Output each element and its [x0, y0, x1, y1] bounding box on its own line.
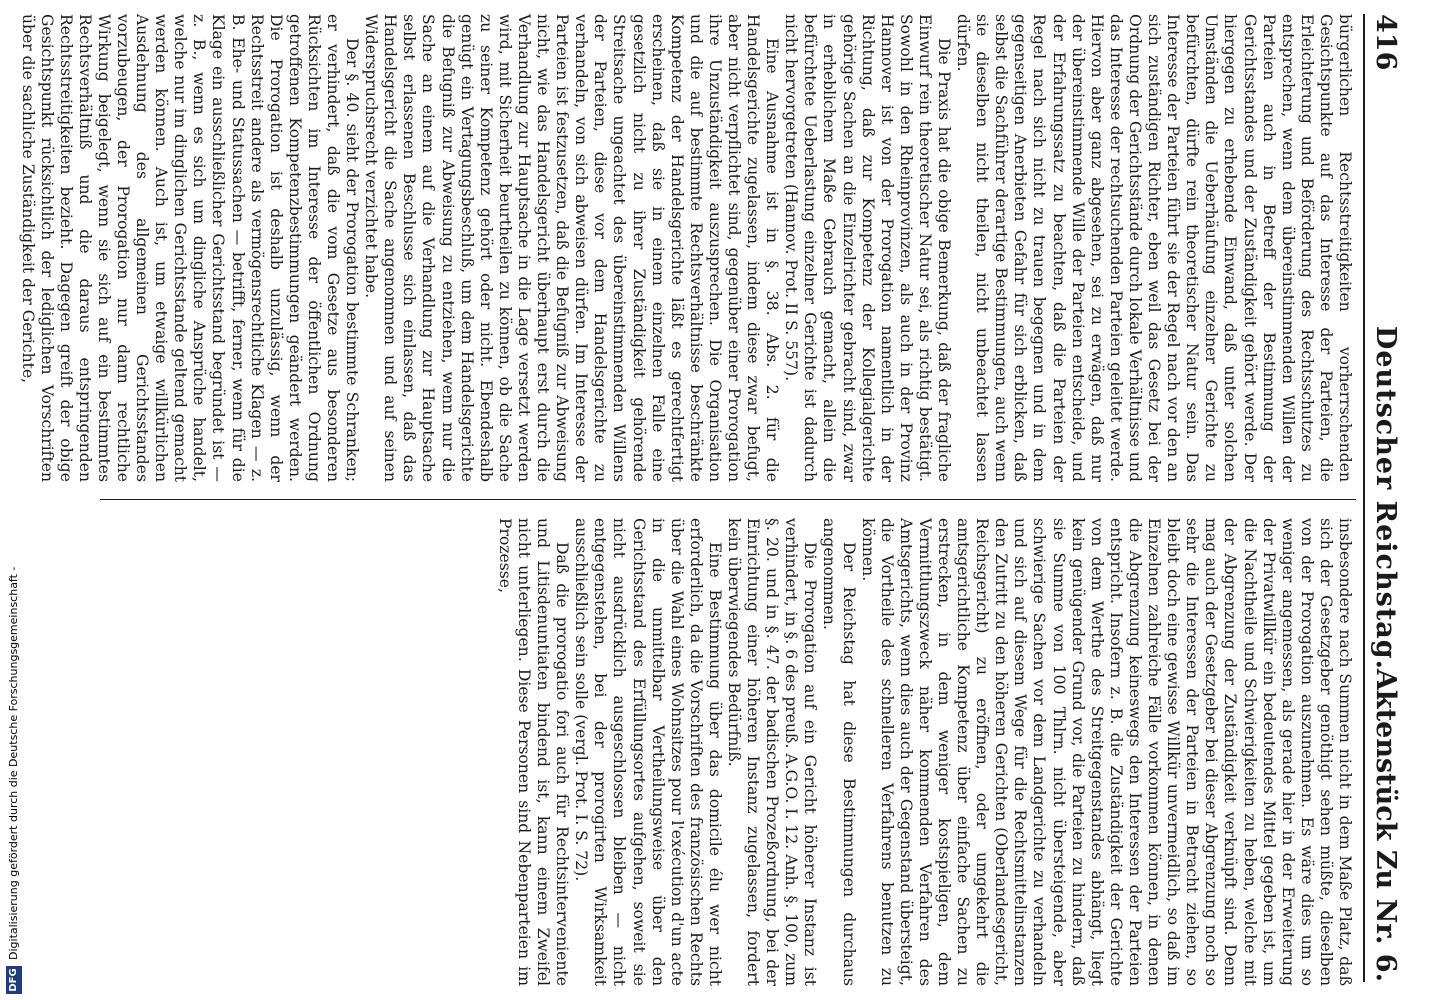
paragraph: bürgerlichen Rechtsstreitigkeiten vorherrschenden Gesichtspunkte auf das Interesse der Parteien, die Erleichterung und Beförderung des Rechtsschutzes zu entsprechen, wenn dem übereinstimmenden Willen der Parteien auch in Betreff der Bestimmung der Gerichtsstandes und der Zuständigkeit gehört werde. Der hiergegen zu erhebende Einwand, daß unter solchen Umständen die Ueberhäufung einzelner Gerichte zu befürchten, dürfte rein theoretischer Natur sein. Das Interesse der Parteien führt sie der Regel nach vor den an sich zuständigen Richter, eben weil das Gesetz bei der Ordnung der Gerichtsstände durch lokale Verhältnisse und das Interesse der rechtsuchenden Parteien geleitet werde. Hiervon aber ganz abgesehen, sei zu erwägen, daß nur der übereinstimmende Wille der Parteien entscheide, und der Erfahrungssatz zu beachten, daß die Parteien der Regel nach sich nicht zu trauen begegnen und in dem gegenseitigen Anerbieten Gefahr für sich erblicken, daß selbst die Sachführer derartige Bestimmungen, auch wenn sie dieselben nicht theilen, nicht unbeachtet lassen dürfen. — [954, 14, 1354, 482]
left-column — [18, 14, 1354, 482]
right-column — [102, 518, 1354, 986]
document-page — [18, 0, 1410, 1000]
header-rule — [1363, 14, 1365, 982]
paragraph: Der §. 40. sieht der Prorogation bestimmte Schranken; er verhindert, daß die vom Gesetze aus besonderen Rücksichten im Interesse der öffentlichen Ordnung getroffenen Kompetenzbestimmungen geändert werden. Die Prorogation ist deshalb unzulässig, wenn der Rechtsstreit andere als vermögensrechtliche Klagen — z. B. Ehe- und Statussachen — betrifft, ferner, wenn für die Klage ein ausschließlicher Gerichtsstand begründet ist — z. B., wenn es sich um dingliche Ansprüche handelt, welche nur im dinglichen Gerichtsstande geltend gemacht werden können. Auch ist, um etwaige willkürlichen Ausdehnung des allgemeinen Gerichtsstandes vorzubeugen, der Prorogation nur dann rechtliche Wirkung beigelegt, wenn sie sich auf ein bestimmtes Rechtsverhältniß und die daraus entspringenden Rechtsstreitigkeiten bezieht. Dagegen greift der obige Gesichtspunkt rücksichtlich der lediglichen Vorschriften über die sachliche Zuständigkeit der Gerichte, — [18, 14, 362, 482]
running-title: Deutscher Reichstag. — [1370, 325, 1401, 671]
supplement-title: Aktenstück Zu Nr. 6. — [1370, 669, 1401, 982]
paragraph: Eine Bestimmung über das domicile élu wer nicht erforderlich, da die Vorschriften des französischen Rechts über die Wahl eines Wohnsitzes pour l'exécution d'un acte in die unmittelbar Vertheilungsweise über den Gerichtsstand des Erfüllungsortes aufgehen, soweit sie nicht ausdrücklich ausgeschlossen bleiben — nicht entgegenstehen, bei der prorogirten Wirksamkeit ausschließlich sein solle (vergl. Prot. I. S. 72). — [572, 518, 724, 986]
dfg-logo-icon: DFG — [6, 966, 22, 994]
column-divider — [100, 499, 1356, 500]
page-header — [1368, 14, 1402, 982]
page-number: 416 — [1370, 14, 1401, 71]
digitization-credit: Digitalisierung gefördert durch die Deutsche Forschungsgemeinschaft - — [7, 566, 20, 960]
paragraph: Daß die prorogatio fori auch für Rechtsinterveniente und Litisdenuntiaten bindend ist, kann einem Zweifel nicht unterliegen. Diese Personen sind Nebenparteien im Prozesse, — [495, 518, 572, 986]
paragraph: Die Prorogation auf ein Gericht höherer Instanz ist verhindert, in §. 6 des preuß. A.G.O. I. 12. Anh. §. 100, zum §. 20. und in §. 47. der badischen Prozeßordnung, bei der Einrichtung einer höheren Instanz zugelassen, fordert kein überwiegendes Bedürfniß. — [725, 518, 820, 986]
paragraph: Der Reichstag hat diese Bestimmungen durchaus angenommen. — [820, 518, 858, 986]
paragraph: Eine Ausnahme ist in §. 38. Abs. 2. für die Handelsgerichte zugelassen, indem diese zwar befugt, aber nicht verpflichtet sind, gegenüber einer Prorogation ihre Unzuständigkeit auszusprechen. Die Organisation und die auf bestimmte Rechtsverhältnisse beschränkte Kompetenz der Handelsgerichte läßt es gerechtfertigt erscheinen, daß sie in einem einzelnen Falle eine gesetzlich nicht zu ihrer Zuständigkeit gehörende Streitsache ungeachtet des übereinstimmenden Willens der Parteien, diese vor dem Handelsgerichte zu verhandeln, von sich abweisen dürfen. Im Interesse der Parteien ist festzusetzen, daß die Befugniß zur Abweisung nicht, wie das Handelsgericht überhaupt erst durch die Verhandlung zur Hauptsache in die Lage versetzt werden wird, mit Sicherheit beurtheilen zu können, ob die Sache zu seiner Kompetenz gehört oder nicht. Ebendeshalb genügt ein Vertagungsbeschluß, um dem Handelsgerichte die Befugniß zur Abweisung zu entziehen, wenn nur die Sache an einem auf die Verhandlung zur Hauptsache selbst erlassenen Beschlusse sich einlassen, daß das Handelsgericht die Sache angenommen und auf seinen Widerspruchsrecht verzichtet habe. — [362, 14, 782, 482]
paragraph: insbesondere nach Summen nicht in dem Maße Platz, daß sich der Gesetzgeber genöthigt sehen müßte, dieselben von der Prorogation auszunehmen. Es wäre dies um so weniger angemessen, als gerade hier in der Erweiterung der Privatwillkür ein bedeutendes Mittel gegeben ist, um die Nachtheile und Schwierigkeiten zu heben, welche mit der Abgrenzung der Zuständigkeit verknüpft sind. Denn mag auch der Gesetzgeber bei dieser Abgrenzung noch so sehr die Interessen der Parteien in Betracht ziehen, so bleibt doch eine gewisse Willkür unvermeidlich, so daß im Einzelnen zahlreiche Fälle vorkommen können, in denen die Abgrenzung keineswegs den Interessen der Parteien entspricht. Insofern z. B. die Zuständigkeit der Gerichte von dem Werthe des Streitgegenstandes abhängt, liegt kein genügender Grund vor, die Parteien zu hindern, daß sie Summe von 100 Thlrn. nicht übersteigende, aber schwierige Sachen vor dem Landgerichte zu verhandeln und sich auf diesem Wege für die Rechtsmittelinstanzen den Zutritt zu den höheren Gerichten (Oberlandesgericht, Reichsgericht) zu eröffnen, oder umgekehrt die amtsgerichtliche Kompetenz über einfache Sachen zu erstrecken, in dem weniger kostspieligen, dem Vermittlungszweck näher kommenden Verfahren des Amtsgerichts, wenn dies auch der Gegenstand übersteigt, die Vortheile des schnelleren Verfahrens benutzen zu können. — [858, 518, 1354, 986]
paragraph: Die Praxis hat die obige Bemerkung, daß der fragliche Einwurf rein theoretischer Natur sei, als richtig bestätigt. Sowohl in den Rheinprovinzen, als auch in der Provinz Hannover ist von der Prorogation namentlich in der Richtung, daß zur Kompetenz der Kollegialgerichte gehörige Sachen an die Einzelrichter gebracht sind, zwar in erheblichem Maße Gebrauch gemacht, allein die befürchtete Ueberlastung einzelner Gerichte ist dadurch nicht hervorgetreten (Hannov. Prot. II S. 557). — [782, 14, 954, 482]
